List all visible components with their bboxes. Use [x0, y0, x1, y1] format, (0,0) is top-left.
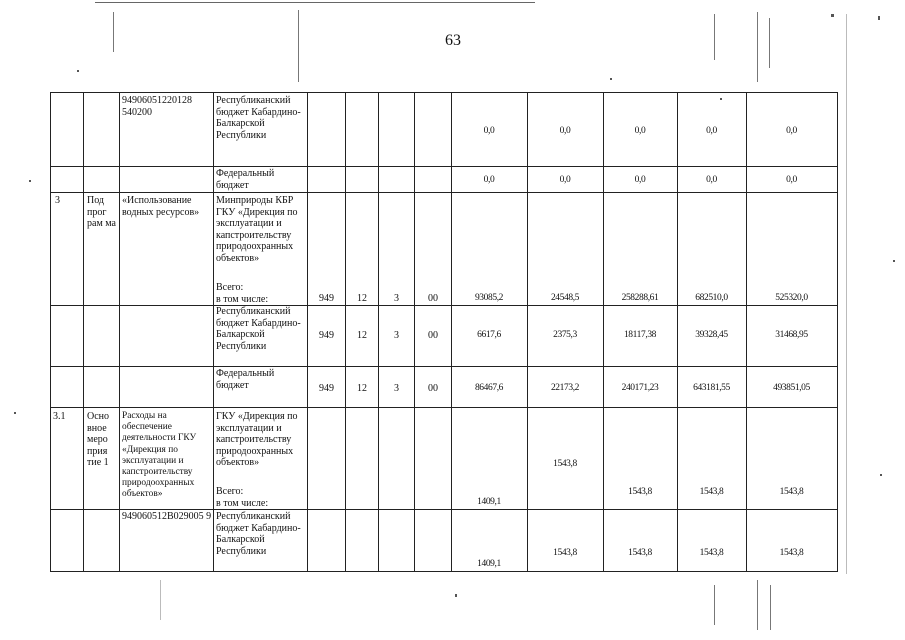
grbs-code: 949	[319, 330, 334, 341]
page-number: 63	[445, 32, 461, 49]
value-cell: 0,0	[786, 126, 797, 136]
rz-code: 12	[357, 383, 367, 394]
value-cell: 258288,61	[621, 293, 659, 303]
row-number: 3	[55, 195, 60, 206]
total-label: Всего: в том числе:	[216, 486, 269, 509]
value-cell: 0,0	[786, 175, 797, 185]
value-cell: 1409,1	[477, 497, 501, 507]
executor: Республиканский бюджет Кабардино-Балкарской Республики	[216, 511, 301, 557]
value-cell: 1543,8	[553, 459, 577, 469]
value-cell: 0,0	[634, 175, 646, 185]
value-cell: 1543,8	[779, 548, 804, 558]
value-cell: 22173,2	[550, 383, 580, 393]
executor: ГКУ «Дирекция по эксплуатации и капстроительству природоохранных объектов»	[216, 411, 298, 469]
value-cell: 1543,8	[628, 487, 652, 497]
pr-code: 3	[394, 383, 399, 394]
value-cell: 6617,6	[477, 330, 501, 340]
value-cell: 18117,38	[623, 330, 657, 340]
value-cell: 643181,55	[693, 383, 730, 393]
value-cell: 0,0	[483, 126, 495, 136]
value-cell: 1543,8	[628, 548, 652, 558]
value-cell: 493851,05	[773, 383, 810, 393]
grbs-code: 949	[319, 293, 334, 304]
item-type: Под прог рам ма	[87, 195, 116, 230]
scan-top-edge	[95, 2, 535, 3]
csr-code: 00	[428, 293, 438, 304]
rz-code: 12	[357, 293, 367, 304]
executor: Минприроды КБР ГКУ «Дирекция по эксплуатации и капстроительству природоохранных объектов»	[216, 195, 298, 264]
budget-code: 94906051220128 540200	[122, 95, 192, 118]
value-cell: 1543,8	[699, 548, 724, 558]
value-cell: 0,0	[634, 126, 646, 136]
value-cell: 24548,5	[550, 293, 580, 303]
csr-code: 00	[428, 330, 438, 341]
value-cell: 2375,3	[553, 330, 577, 340]
value-cell: 1543,8	[553, 548, 577, 558]
pr-code: 3	[394, 293, 399, 304]
value-cell: 525320,0	[775, 293, 808, 303]
value-cell: 240171,23	[621, 383, 659, 393]
value-cell: 0,0	[706, 126, 717, 136]
value-cell: 1409,1	[477, 559, 501, 569]
value-cell: 0,0	[559, 175, 571, 185]
value-cell: 1543,8	[779, 487, 804, 497]
value-cell: 1543,8	[699, 487, 724, 497]
item-description: «Использование водных ресурсов»	[122, 195, 200, 218]
value-cell: 682510,0	[695, 293, 728, 303]
executor: Федеральный бюджет	[216, 168, 275, 191]
budget-code: 949060512B029005 9	[122, 511, 212, 522]
executor: Республиканский бюджет Кабардино-Балкарской Республики	[216, 306, 301, 352]
value-cell: 0,0	[483, 175, 495, 185]
item-type: Осно вное меро прия тие 1	[87, 411, 110, 469]
executor: Республиканский бюджет Кабардино-Балкарской Республики	[216, 95, 301, 141]
total-label: Всего: в том числе:	[216, 282, 269, 305]
value-cell: 86467,6	[474, 383, 504, 393]
row-number: 3.1	[53, 411, 66, 422]
value-cell: 0,0	[706, 175, 717, 185]
value-cell: 93085,2	[474, 293, 504, 303]
csr-code: 00	[428, 383, 438, 394]
executor: Федеральный бюджет	[216, 368, 275, 391]
value-cell: 0,0	[559, 126, 571, 136]
item-description: Расходы на обеспечение деятельности ГКУ «Дирекция по эксплуатации и капстроительству природоохранных объектов»	[122, 411, 197, 500]
grbs-code: 949	[319, 383, 334, 394]
value-cell: 31468,95	[775, 330, 808, 340]
pr-code: 3	[394, 330, 399, 341]
value-cell: 39328,45	[695, 330, 728, 340]
rz-code: 12	[357, 330, 367, 341]
